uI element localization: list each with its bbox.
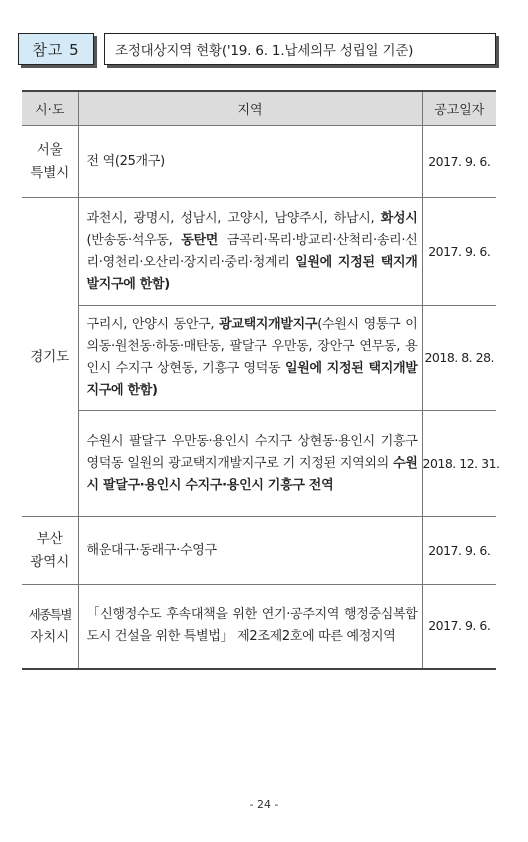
area-cell: 과천시, 광명시, 성남시, 고양시, 남양주시, 하남시, 화성시(반송동·석우동, 동탄면 금곡리·목리·방교리·산척리·송리·신리·영천리·오산리·장지리·중리·청계리 일원에 지정된 택지개발지구에 한함) bbox=[78, 198, 422, 306]
column-header-date: 공고일자 bbox=[422, 91, 496, 126]
table-row bbox=[22, 126, 496, 198]
page-number: - 24 - bbox=[249, 798, 279, 811]
area-cell: 전 역(25개구) bbox=[78, 126, 422, 198]
date-cell: 2017. 9. 6. bbox=[422, 585, 496, 669]
region-cell-seoul bbox=[22, 126, 78, 198]
date-cell: 2017. 9. 6. bbox=[422, 517, 496, 585]
page-title: 조정대상지역 현황('19. 6. 1.납세의무 성립일 기준) bbox=[104, 33, 496, 65]
date-cell: 2017. 9. 6. bbox=[422, 126, 496, 198]
region-cell-sejong bbox=[22, 585, 78, 669]
date-cell: 2017. 9. 6. bbox=[422, 198, 496, 306]
region-name: 특별시 bbox=[30, 164, 70, 181]
column-header-province: 시·도 bbox=[22, 91, 78, 126]
regulated-areas-table bbox=[22, 90, 500, 670]
reference-label: 참고 5 bbox=[18, 33, 94, 65]
date-cell: 2018. 12. 31. bbox=[422, 411, 496, 517]
table-header-row bbox=[22, 91, 496, 126]
date-cell: 2018. 8. 28. bbox=[422, 306, 496, 411]
region-name: 세종특별 bbox=[28, 607, 71, 623]
column-header-area: 지역 bbox=[78, 91, 422, 126]
region-cell-gyeonggi: 경기도 bbox=[22, 198, 78, 517]
area-cell: 해운대구·동래구·수영구 bbox=[78, 517, 422, 585]
region-cell-busan bbox=[22, 517, 78, 585]
table-row bbox=[22, 585, 496, 669]
table-row bbox=[22, 411, 496, 517]
area-cell: 「신행정수도 후속대책을 위한 연기·공주지역 행정중심복합도시 건설을 위한 특별법」 제2조제2호에 따른 예정지역 bbox=[78, 585, 422, 669]
region-name: 광역시 bbox=[30, 553, 70, 570]
table-row bbox=[22, 517, 496, 585]
table-row bbox=[22, 306, 496, 411]
region-name: 부산 bbox=[36, 530, 63, 547]
table-row bbox=[22, 198, 496, 306]
region-name: 서울 bbox=[36, 141, 63, 158]
region-name: 자치시 bbox=[30, 629, 70, 646]
area-cell: 구리시, 안양시 동안구, 광교택지개발지구(수원시 영통구 이의동·원천동·하동·매탄동, 팔달구 우만동, 장안구 연무동, 용인시 수지구 상현동, 기흥구 영덕동 일원에 지정된 택지개발지구에 한함) bbox=[78, 306, 422, 411]
area-cell: 수원시 팔달구 우만동·용인시 수지구 상현동·용인시 기흥구 영덕동 일원의 광교택지개발지구로 기 지정된 지역외의 수원시 팔달구·용인시 수지구·용인시 기흥구 전역 bbox=[78, 411, 422, 517]
